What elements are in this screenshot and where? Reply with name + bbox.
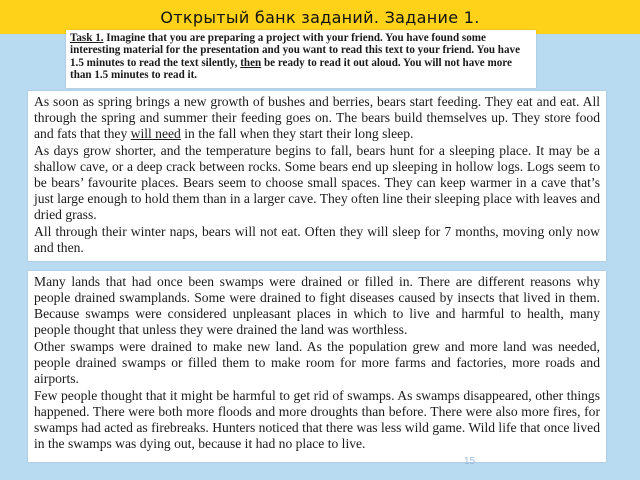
- paragraph: Many lands that had once been swamps were drained or filled in. There are different reasons why people drained swamplands. Some were drained to fight diseases caused by insects that lived in them. Because swamps were considered unpleasant places in which to live and harmful to health, many people thought that unless they were drained the land was worthless.: [34, 274, 600, 337]
- reading-text-swamps: [28, 271, 606, 462]
- page-title: Открытый банк заданий. Задание 1.: [160, 7, 480, 27]
- paragraph: Few people thought that it might be harmful to get rid of swamps. As swamps disappeared, other things happened. There were both more floods and more droughts than before. There were also more fires, for swamps had acted as firebreaks. Hunters noticed that there was less wild game. Wild life that once lived in the swamps was dying out, because it had no place to live.: [34, 388, 600, 451]
- task-text-underlined: then: [240, 56, 262, 69]
- paragraph-text: in the fall when they start their long sleep.: [180, 126, 414, 141]
- task-text-part-3: be ready to read it out aloud. You will not have more than 1.5 minutes to read it.: [70, 56, 512, 82]
- title-bar: [0, 0, 640, 34]
- paragraph: All through their winter naps, bears will not eat. Often they will sleep for 7 months, moving only now and then.: [34, 224, 600, 255]
- task-label: Task 1.: [70, 32, 104, 44]
- paragraph: [34, 94, 600, 142]
- page-number: 15: [464, 456, 476, 467]
- paragraph: As days grow shorter, and the temperature begins to fall, bears hunt for a sleeping place. It may be a shallow cave, or a deep crack between rocks. Some bears end up sleeping in hollow logs. Logs seem to be bears’ favourite places. Bears seem to choose small spaces. They can keep warmer in a cave that’s just large enough to hold them than in a larger cave. They often line their sleeping place with leaves and dried grass.: [34, 143, 600, 222]
- task-text-part-1: Imagine that you are preparing a project with your friend. You have found some interesting material for the presentation and you want to read this text to your friend. You have 1.5 minutes to read the text silently,: [70, 32, 520, 69]
- paragraph-underlined-text: will need: [130, 126, 181, 141]
- paragraph-text: As soon as spring brings a new growth of bushes and berries, bears start feeding. They eat and eat. All through the spring and summer their feeding goes on. The bears build themselves up. They store food and fats that they: [34, 94, 600, 141]
- paragraph: Other swamps were drained to make new land. As the population grew and more land was needed, people drained swamps or filled them to make room for more farms and factories, more roads and airports.: [34, 339, 600, 386]
- task-card: [66, 30, 536, 88]
- reading-text-bears: [28, 91, 606, 261]
